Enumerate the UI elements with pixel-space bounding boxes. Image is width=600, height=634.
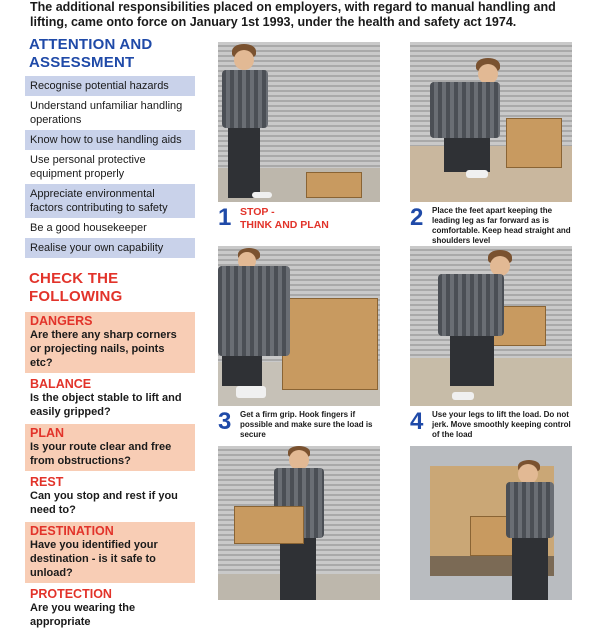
cardboard-box xyxy=(282,298,378,390)
photo-step-6 xyxy=(410,446,572,600)
step-caption: Place the feet apart keeping the leading leg as far forward as is comfortable. Keep head straight and shoulders level xyxy=(432,206,571,245)
photo-step-1 xyxy=(218,42,380,202)
step-stop-label: STOP - xyxy=(240,206,275,218)
attention-item: Recognise potential hazards xyxy=(25,76,195,96)
check-question: Is the object stable to lift and easily gripped? xyxy=(30,392,182,418)
attention-title: ATTENTION AND ASSESSMENT xyxy=(29,36,153,71)
attention-item: Be a good housekeeper xyxy=(30,222,147,234)
check-list xyxy=(25,312,195,632)
step-number: 1 xyxy=(218,204,232,231)
step-caption: Use your legs to lift the load. Do not jerk. Move smoothly keeping control of the load xyxy=(432,410,571,439)
check-item-rest xyxy=(25,473,195,520)
photo-step-2 xyxy=(410,42,572,202)
cardboard-box xyxy=(506,118,562,168)
check-heading: DANGERS xyxy=(30,314,93,328)
check-heading: REST xyxy=(30,475,64,489)
step-4 xyxy=(410,410,575,440)
check-question: Are you wearing the appropriate xyxy=(30,602,136,628)
cardboard-box xyxy=(306,172,362,198)
attention-item: Realise your own capability xyxy=(25,238,195,258)
step-3 xyxy=(218,410,383,440)
check-item-balance xyxy=(25,375,195,422)
check-item-plan xyxy=(25,424,195,471)
step-1 xyxy=(218,206,378,232)
attention-item: Know how to use handling aids xyxy=(25,130,195,150)
step-number: 3 xyxy=(218,408,232,435)
attention-item: Use personal protective equipment properly xyxy=(30,154,146,180)
step-caption: Get a firm grip. Hook fingers if possible and make sure the load is secure xyxy=(240,410,373,439)
step-2 xyxy=(410,206,575,246)
photo-step-4 xyxy=(410,246,572,406)
attention-list xyxy=(25,76,195,258)
step-number: 2 xyxy=(410,204,424,231)
check-heading: DESTINATION xyxy=(30,524,114,538)
check-item-dangers xyxy=(25,312,195,373)
attention-item: Understand unfamiliar handling operations xyxy=(30,100,183,126)
attention-item: Appreciate environmental factors contributing to safety xyxy=(25,184,195,218)
check-item-protection xyxy=(25,585,195,632)
check-heading: BALANCE xyxy=(30,377,92,391)
photo-step-5 xyxy=(218,446,380,600)
check-question: Is your route clear and free from obstructions? xyxy=(30,441,172,467)
step-caption: THINK AND PLAN xyxy=(240,219,329,231)
step-number: 4 xyxy=(410,408,424,435)
check-heading: PLAN xyxy=(30,426,65,440)
check-question: Have you identified your destination - is it safe to unload? xyxy=(30,539,158,579)
check-question: Can you stop and rest if you need to? xyxy=(30,490,178,516)
left-column xyxy=(25,36,195,634)
check-item-destination xyxy=(25,522,195,583)
photo-step-3 xyxy=(218,246,380,406)
check-heading: PROTECTION xyxy=(30,587,112,601)
check-title: CHECK THE FOLLOWING xyxy=(29,270,123,305)
check-question: Are there any sharp corners or projecting nails, points etc? xyxy=(30,329,177,369)
intro-paragraph: The additional responsibilities placed on employers, with regard to manual handling and lifting, came onto force on January 1st 1993, under the health and safety act 1974. xyxy=(30,0,556,29)
cardboard-box xyxy=(234,506,304,544)
